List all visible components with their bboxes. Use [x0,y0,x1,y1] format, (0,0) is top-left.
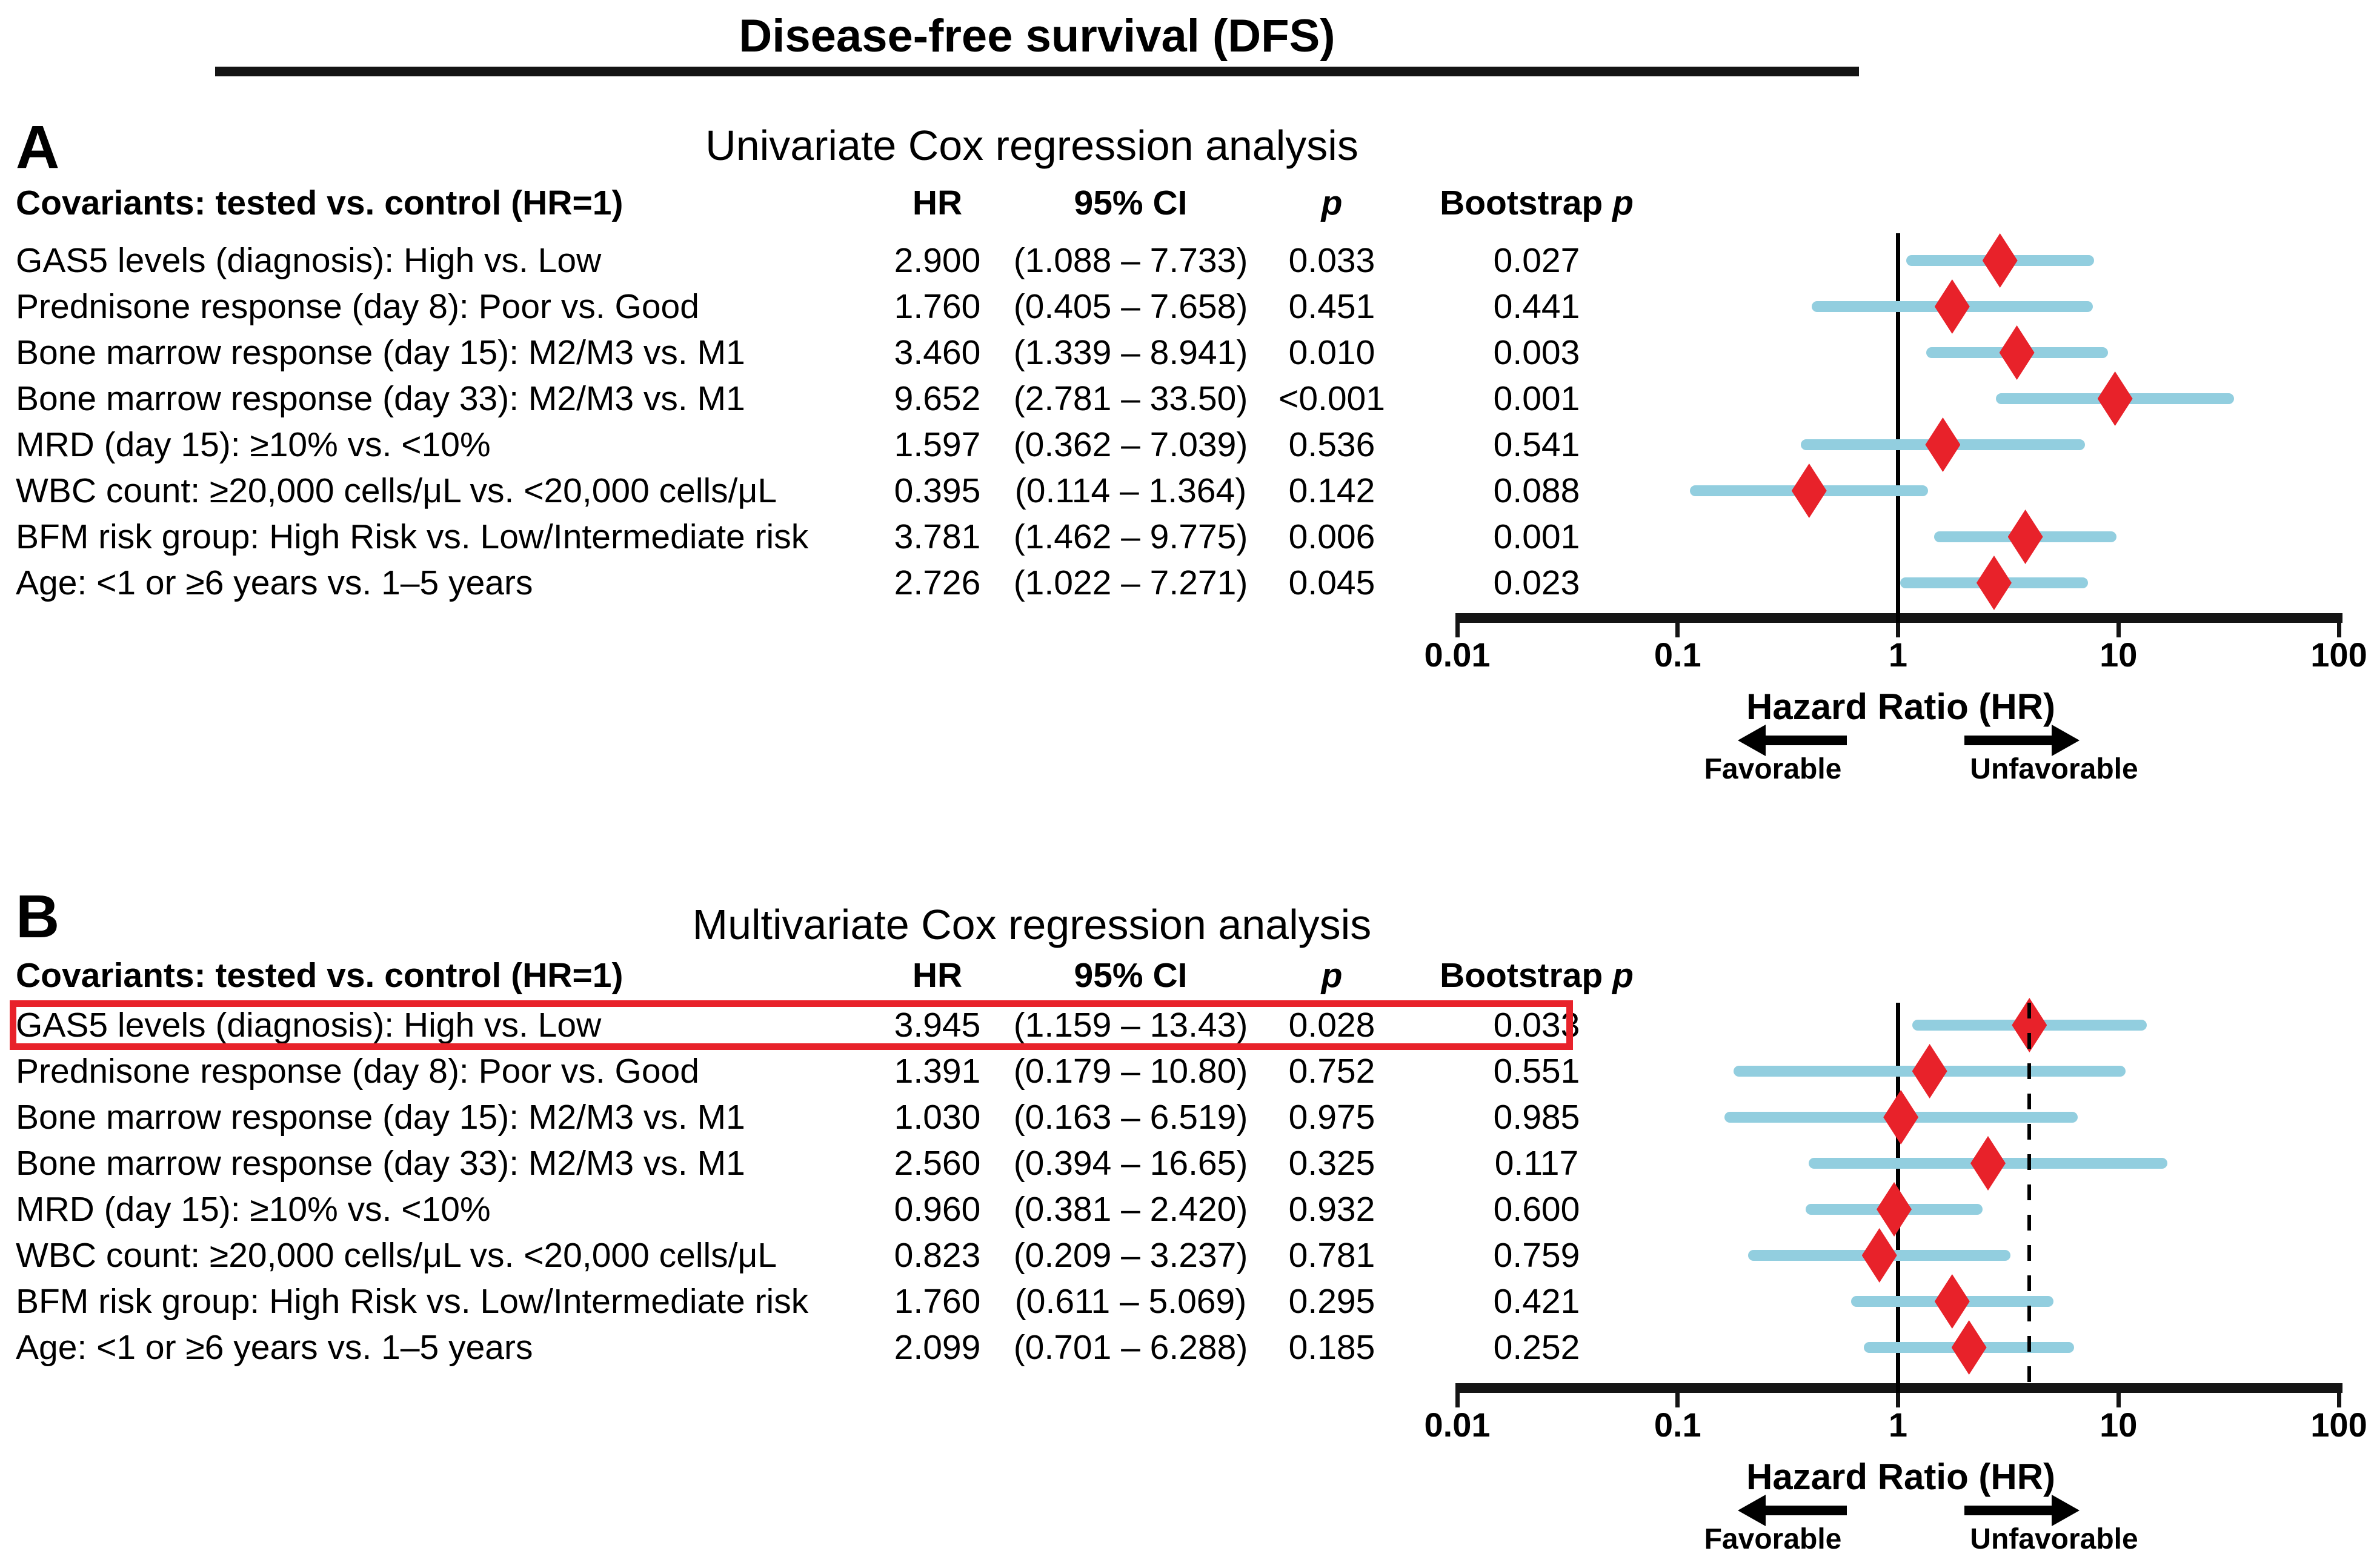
bootstrap-p-value: 0.600 [1493,1190,1580,1229]
hr-value: 1.391 [894,1052,981,1091]
header-p: p [1321,956,1343,995]
bootstrap-p-value: 0.551 [1493,1052,1580,1091]
favorable-label: Favorable [1704,1523,1842,1555]
table-row [0,422,1672,468]
hr-value: 2.900 [894,241,981,280]
axis-tick-label: 100 [2310,1406,2367,1444]
axis-tick [1455,613,1460,637]
ci-value: (2.781 – 33.50) [1013,379,1248,418]
table-row [0,376,1672,422]
hr-value: 1.760 [894,1282,981,1321]
bootstrap-p-value: 0.985 [1493,1098,1580,1137]
x-axis-label: Hazard Ratio (HR) [1746,1457,2056,1497]
p-value: 0.045 [1288,563,1375,602]
hr-diamond [1912,1044,1947,1098]
hr-diamond [1877,1182,1912,1237]
bootstrap-p-value: 0.033 [1493,1006,1580,1045]
covariate-label: WBC count: ≥20,000 cells/μL vs. <20,000 cells/μL [16,1236,777,1275]
hr-value: 0.395 [894,471,981,510]
hr-diamond [1862,1228,1897,1283]
table-row [0,1324,1672,1370]
hr-value: 3.781 [894,517,981,556]
hr-value: 1.597 [894,425,981,464]
table-header-row [0,180,1672,226]
axis-tick [2116,1383,2121,1407]
axis-tick [2337,613,2341,637]
ci-value: (1.159 – 13.43) [1013,1006,1248,1045]
table-row [0,238,1672,284]
p-value: 0.975 [1288,1098,1375,1137]
favorable-arrow-icon [1738,1495,1847,1526]
hr-diamond [2008,510,2043,564]
p-value: 0.932 [1288,1190,1375,1229]
table-header-row [0,952,1672,998]
ci-value: (1.088 – 7.733) [1013,241,1248,280]
covariate-label: Bone marrow response (day 33): M2/M3 vs. M1 [16,379,745,418]
bootstrap-p-value: 0.421 [1493,1282,1580,1321]
bootstrap-p-value: 0.759 [1493,1236,1580,1275]
unfavorable-label: Unfavorable [1970,753,2138,785]
dashed-reference-line [2027,1003,2031,1393]
panel-letter: B [16,883,60,951]
hr-value: 2.099 [894,1328,981,1367]
table-row [0,468,1672,514]
axis-tick-label: 1 [1888,636,1908,674]
header-hr: HR [912,184,963,222]
table-row [0,1278,1672,1324]
table-row [0,560,1672,606]
ci-value: (0.179 – 10.80) [1013,1052,1248,1091]
favorable-label: Favorable [1704,753,1842,785]
hr-diamond [1977,556,2012,610]
bootstrap-p-value: 0.252 [1493,1328,1580,1367]
bootstrap-p-value: 0.023 [1493,563,1580,602]
table-row [0,284,1672,330]
ci-value: (0.611 – 5.069) [1014,1282,1247,1321]
hr-value: 2.726 [894,563,981,602]
bootstrap-p-value: 0.541 [1493,425,1580,464]
header-p: p [1321,184,1343,222]
bootstrap-p-value: 0.441 [1493,287,1580,326]
hr-diamond [1935,1274,1970,1329]
header-bootstrap-word: Bootstrap [1440,184,1603,222]
axis-tick [2337,1383,2341,1407]
hr-value: 1.760 [894,287,981,326]
table-row [0,1094,1672,1140]
p-value: 0.781 [1288,1236,1375,1275]
header-covariate: Covariants: tested vs. control (HR=1) [16,184,623,222]
axis-tick-label: 0.1 [1654,636,1701,674]
hr-value: 1.030 [894,1098,981,1137]
favorable-arrow-icon [1738,725,1847,756]
panel-title: Multivariate Cox regression analysis [692,901,1372,948]
table-row [0,1048,1672,1094]
covariate-label: GAS5 levels (diagnosis): High vs. Low [16,241,602,280]
hr-diamond [1983,233,2018,288]
bootstrap-p-value: 0.003 [1493,333,1580,372]
p-value: 0.142 [1288,471,1375,510]
covariate-label: BFM risk group: High Risk vs. Low/Intermediate risk [16,517,809,556]
p-value: 0.325 [1288,1144,1375,1183]
ci-value: (0.209 – 3.237) [1013,1236,1248,1275]
hr-value: 0.823 [894,1236,981,1275]
covariate-label: WBC count: ≥20,000 cells/μL vs. <20,000 cells/μL [16,471,777,510]
unfavorable-arrow-icon [1964,1495,2080,1526]
axis-tick-label: 0.01 [1424,1406,1491,1444]
p-value: 0.033 [1288,241,1375,280]
covariate-label: Prednisone response (day 8): Poor vs. Good [16,1052,699,1091]
covariate-label: Bone marrow response (day 15): M2/M3 vs. M1 [16,1098,745,1137]
p-value: 0.295 [1288,1282,1375,1321]
x-axis-label: Hazard Ratio (HR) [1746,686,2056,727]
ci-value: (1.339 – 8.941) [1013,333,1248,372]
unfavorable-arrow-icon [1964,725,2080,756]
p-value: 0.752 [1288,1052,1375,1091]
header-bootstrap-word: Bootstrap [1440,956,1603,995]
table-row [0,1186,1672,1232]
header-ci: 95% CI [1074,184,1188,222]
covariate-label: MRD (day 15): ≥10% vs. <10% [16,425,491,464]
ci-value: (0.701 – 6.288) [1013,1328,1248,1367]
p-value: 0.185 [1288,1328,1375,1367]
p-value: <0.001 [1278,379,1385,418]
panel-letter: A [16,113,60,181]
panel-title: Univariate Cox regression analysis [705,122,1358,169]
ci-value: (0.405 – 7.658) [1013,287,1248,326]
axis-tick-label: 0.01 [1424,636,1491,674]
axis-tick-label: 1 [1888,1406,1908,1444]
covariate-label: Age: <1 or ≥6 years vs. 1–5 years [16,563,533,602]
ci-value: (1.462 – 9.775) [1013,517,1248,556]
highlight-box [10,1000,1573,1050]
reference-line-hr1 [1896,233,1900,623]
covariate-label: GAS5 levels (diagnosis): High vs. Low [16,1006,602,1045]
axis-tick-label: 100 [2310,636,2367,674]
ci-value: (0.394 – 16.65) [1013,1144,1248,1183]
header-ci: 95% CI [1074,956,1188,995]
axis-tick-label: 10 [2100,1406,2138,1444]
hr-diamond [2000,325,2035,380]
axis-tick [1455,1383,1460,1407]
hr-diamond [1792,463,1827,518]
bootstrap-p-value: 0.088 [1493,471,1580,510]
p-value: 0.536 [1288,425,1375,464]
covariate-label: Bone marrow response (day 33): M2/M3 vs. M1 [16,1144,745,1183]
axis-tick-label: 0.1 [1654,1406,1701,1444]
hr-diamond [1935,279,1970,334]
hr-diamond [1970,1136,2006,1191]
header-covariate: Covariants: tested vs. control (HR=1) [16,956,623,995]
ci-value: (0.381 – 2.420) [1013,1190,1248,1229]
header-bootstrap-p-letter: p [1612,956,1634,995]
covariate-label: Age: <1 or ≥6 years vs. 1–5 years [16,1328,533,1367]
table-row [0,514,1672,560]
ci-value: (0.114 – 1.364) [1014,471,1247,510]
table-row [0,1140,1672,1186]
table-row [0,1232,1672,1278]
header-bootstrap-p [1426,952,1647,998]
hr-diamond [1883,1090,1918,1144]
hr-value: 9.652 [894,379,981,418]
p-value: 0.006 [1288,517,1375,556]
hr-value: 3.945 [894,1006,981,1045]
bootstrap-p-value: 0.001 [1493,517,1580,556]
hr-value: 2.560 [894,1144,981,1183]
hr-value: 3.460 [894,333,981,372]
axis-tick [1675,1383,1680,1407]
covariate-label: Bone marrow response (day 15): M2/M3 vs. M1 [16,333,745,372]
hr-diamond [2098,371,2133,426]
table-row [0,330,1672,376]
hr-value: 0.960 [894,1190,981,1229]
p-value: 0.010 [1288,333,1375,372]
header-bootstrap-p [1426,180,1647,226]
unfavorable-label: Unfavorable [1970,1523,2138,1555]
p-value: 0.451 [1288,287,1375,326]
bootstrap-p-value: 0.117 [1494,1144,1579,1183]
axis-tick [2116,613,2121,637]
covariate-label: MRD (day 15): ≥10% vs. <10% [16,1190,491,1229]
hr-diamond [1925,417,1960,472]
covariate-label: Prednisone response (day 8): Poor vs. Good [16,287,699,326]
axis-tick-label: 10 [2100,636,2138,674]
ci-value: (0.362 – 7.039) [1013,425,1248,464]
hr-diamond [1952,1320,1987,1375]
header-bootstrap-p-letter: p [1612,184,1634,222]
figure-title: Disease-free survival (DFS) [739,10,1335,62]
ci-value: (1.022 – 7.271) [1013,563,1248,602]
bootstrap-p-value: 0.027 [1493,241,1580,280]
bootstrap-p-value: 0.001 [1493,379,1580,418]
covariate-label: BFM risk group: High Risk vs. Low/Intermediate risk [16,1282,809,1321]
title-underline [215,67,1859,76]
ci-value: (0.163 – 6.519) [1013,1098,1248,1137]
p-value: 0.028 [1288,1006,1375,1045]
header-hr: HR [912,956,963,995]
axis-tick [1675,613,1680,637]
